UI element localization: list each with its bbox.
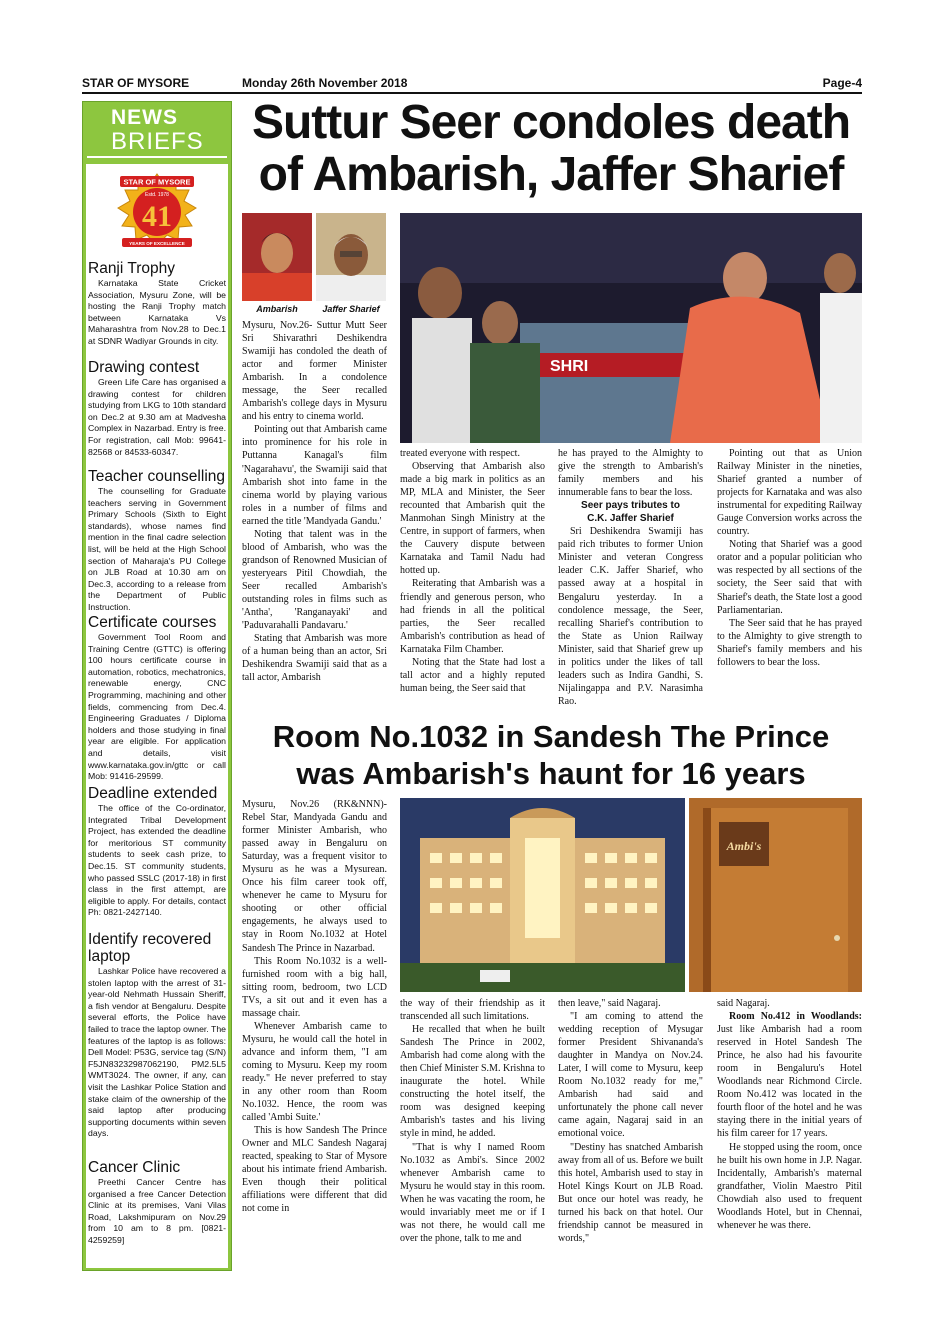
brief-title: Certificate courses xyxy=(88,614,217,631)
page-number: Page-4 xyxy=(822,76,862,90)
story2-paragraph: He stopped using the room, once he built his own home in J.P. Nagar. Incidentally, Ambarish's maternal grandfather, Violin Maestro Pitil Chowdiah also used to frequent Woodlands Hotel, but in Chennai, whenever he was there. xyxy=(717,1141,862,1231)
logo-top-text: STAR OF MYSORE xyxy=(123,177,191,187)
story2-paragraph: He recalled that when he built Sandesh The Prince in 2002, Ambarish had come along with the then Chief Minister S.M. Krishna to inaugurate the hotel. While constructing the hotel itself, the room was designed keeping Ambarish's tastes and his living style in mind, he added. xyxy=(400,1024,545,1140)
logo-estd-text: Estd. 1978 xyxy=(145,192,169,198)
story1-column4 xyxy=(717,447,862,669)
story2-headline-line1: Room No.1032 in Sandesh The Prince xyxy=(272,719,830,754)
caption-jaffer-sharief: Jaffer Sharief xyxy=(322,304,380,314)
story2-column3 xyxy=(558,997,703,1245)
story1-paragraph: Pointing out that as Union Railway Minister in the nineties, Sharief granted a number of projects for Karnataka and was also instrumental for expediting Railway Gauge Conversion works across the country. xyxy=(717,448,862,538)
story1-paragraph: treated everyone with respect. xyxy=(400,448,520,459)
door-sign-text: Ambi's xyxy=(726,839,762,853)
story2-paragraph: "Destiny has snatched Ambarish away from all of us. Before we built this hotel, Ambarish used to stay in Hotel Kings Kourt on JLB Road. But once our hotel was ready, he turned his back on that hotel. Our friendship cannot be measured in words," xyxy=(558,1141,703,1244)
story2-paragraph: said Nagaraj. xyxy=(717,998,770,1009)
story1-paragraph: Mysuru, Nov.26- Suttur Mutt Seer Sri Shivarathri Deshikendra Swamiji has condoled the death of actor and former Minister Ambarish. In a condolence message, the Seer recalled Ambarish's college days in Mysuru and his entry to cinema world. xyxy=(242,320,387,423)
brief-cancer-clinic xyxy=(88,1159,226,1247)
issue-date: Monday 26th November 2018 xyxy=(242,76,408,90)
story1-headline-line1: Suttur Seer condoles death xyxy=(251,96,851,149)
brief-title: Drawing contest xyxy=(88,359,200,376)
story2-column1 xyxy=(242,798,387,1216)
story2-paragraph: This Room No.1032 is a well-furnished room with a big hall, sitting room, bedroom, two LCD TVs, a sit out and it even has a massage chair. xyxy=(242,955,387,1019)
jaffer-sharief-subhead-line2: C.K. Jaffer Sharief xyxy=(587,513,674,525)
brief-body: Preethi Cancer Centre has organised a free Cancer Detection Clinic at its premises, Vani Vilas Road, Lakshmipuram on Nov.29 from 10 am to 8 pm. [0821-4259259] xyxy=(88,1177,226,1245)
story2-column4 xyxy=(717,997,862,1232)
brief-body: Karnataka State Cricket Association, Mysuru Zone, will be hosting the Ranji Trophy match between Karnataka Vs Maharashtra from Nov.28 to Dec.1 at SDNR Wadiyar Grounds in city. xyxy=(88,278,226,346)
masthead xyxy=(82,74,862,94)
story1-paragraph: he has prayed to the Almighty to give the strength to Ambarish's family members and his innumerable fans to bear the loss. xyxy=(558,448,703,499)
brief-teacher-counselling xyxy=(88,468,226,614)
news-heading-word: NEWS xyxy=(111,106,178,129)
brief-body: The counselling for Graduate teachers serving in Government Primary Schools (Sixth to Eight standards), whose names find mention in the final cadre selection list, will be held at the High School section of Maharaja's PU College on JLB Road at 10.30 am on Dec.3, according to a release from the Department of Public Instruction. xyxy=(88,486,226,612)
story2-paragraph: "That is why I named Room No.1032 as Ambi's. Since 2002 whenever Ambarish came to Mysuru he would stay in this room. When he was vacating the room, he would invariably meet me or if I was not there, he would call me over the phone, talk to me and xyxy=(400,1141,545,1244)
seer-tribute-photo xyxy=(400,213,862,443)
brief-identify-laptop xyxy=(88,931,226,1140)
caption-ambarish: Ambarish xyxy=(256,304,298,314)
story1-paragraph: Noting that the State had lost a tall actor and a highly reputed human being, the Seer said that xyxy=(400,656,545,694)
story1-paragraph: Reiterating that Ambarish was a friendly and generous person, who had friends in all the political parties, the Seer recalled Ambarish's contribution as head of Karnataka Film Chamber. xyxy=(400,578,545,655)
story1-paragraph: Observing that Ambarish also made a big mark in politics as an MP, MLA and Minister, the Seer recounted that Ambarish quit the Manmohan Singh Ministry at the Centre, in support of farmers, when the Cauvery dispute between Karnataka and Tamil Nadu had hotted up. xyxy=(400,461,545,577)
story1-column1 xyxy=(242,319,387,684)
story2-paragraph: the way of their friendship as it transcended all such limitations. xyxy=(400,998,545,1023)
hotel-sandesh-photo xyxy=(400,798,685,992)
story1-headline-line2: of Ambarish, Jaffer Sharief xyxy=(258,148,844,201)
story2-paragraph: then leave," said Nagaraj. xyxy=(558,998,661,1009)
brief-title: Cancer Clinic xyxy=(88,1159,181,1176)
news-briefs-sidebar xyxy=(82,101,232,1271)
anniversary-logo xyxy=(112,170,202,252)
brief-title: Identify recovered laptop xyxy=(88,931,212,965)
logo-bottom-text: YEARS OF EXCELLENCE xyxy=(129,241,185,246)
brief-title: Teacher counselling xyxy=(88,468,226,485)
ambis-suite-door-photo xyxy=(689,798,862,992)
briefs-heading-word: BRIEFS xyxy=(111,128,204,155)
brief-title: Deadline extended xyxy=(88,785,218,802)
brief-body: Lashkar Police have recovered a stolen laptop with the arrest of 31-year-old Nehmath Hussain Sheriff, a fish vendor at Bengaluru. Despite several efforts, the Police have failed to trace the laptop owner. The features of the laptop is as follows: Dell Model: P53G, service tag (S/N) F5JN83232987062190, PM2.5L5 WMT3024. The owner, if any, can visit the Lashkar Police Station and stake claim of the ownership of the said laptop after producing supporting documents within seven days. xyxy=(88,966,226,1139)
story2-paragraph: "I am coming to attend the wedding reception of Mysugar former President Shivananda's daughter in Mandya on Nov.24. Later, I will come to Mysuru, keep Room No.1032 ready for me," Ambarish had said and unfortunately the phone call never came again, Nagaraj said in an emotional voice. xyxy=(558,1011,703,1140)
jaffer-sharief-subhead-line1: Seer pays tributes to xyxy=(581,500,680,512)
story2-paragraph: Just like Ambarish had a room reserved in Hotel Sandesh The Prince, he also had his favourite room in Bengaluru's Hotel Woodlands near Richmond Circle. Room No.412 was located in the fourth floor of the hotel and he was staying there in the initial years of his film career for 17 years. xyxy=(717,1024,862,1140)
brief-drawing-contest xyxy=(88,359,226,458)
logo-number: 41 xyxy=(142,200,172,233)
ambarish-photo xyxy=(242,213,312,301)
woodlands-subhead: Room No.412 in Woodlands: xyxy=(729,1011,862,1023)
story1-paragraph: The Seer said that he has prayed to the Almighty to give strength to Sharief's family members and his followers to bear the loss. xyxy=(717,617,862,668)
story1-paragraph: Sri Deshikendra Swamiji has paid rich tributes to former Union Minister and veteran Congress leader C.K. Jaffer Sharief, who passed away at a hospital in Bengaluru yesterday. In a condolence message, the Seer, recalling Sharief's contribution to the State as Union Railway Minister, said that Sharief grew up in politics under the likes of tall leaders such as Indira Gandhi, S. Nijalingappa and P.V. Narasimha Rao. xyxy=(558,526,703,707)
jaffer-sharief-photo xyxy=(316,213,386,301)
story1-column3 xyxy=(558,447,703,708)
story2-headline-line2: was Ambarish's haunt for 16 years xyxy=(296,756,806,791)
brief-body: Green Life Care has organised a drawing contest for children studying from LKG to 10th standard on Dec.2 at 9.30 am at Madvesha Complex in Nazarbad. Entry is free. For registration, call Mob: 99641-82568 or 84533-60347. xyxy=(88,377,226,457)
brief-certificate-courses xyxy=(88,614,226,783)
story2-headline xyxy=(240,718,862,792)
story1-column2 xyxy=(400,447,545,695)
brief-body: Government Tool Room and Training Centre (GTTC) is offering 100 hours certificate course in automation, robotics, mechatronics, renewable energy, CNC Programming, machining and other fields, commencing from Dec.4. Engineering Graduates / Diploma holders and those studying in final year are eligible. For application and details, visit www.karnataka.gov.in/gttc or call Mob: 91416-29599. xyxy=(88,632,226,782)
story1-headline xyxy=(240,97,862,201)
photo-banner-text: SHRI xyxy=(550,358,589,375)
news-briefs-heading xyxy=(87,106,227,158)
story2-column2 xyxy=(400,997,545,1245)
paper-name: STAR OF MYSORE xyxy=(82,76,190,90)
story2-paragraph: Whenever Ambarish came to Mysuru, he would call the hotel in advance and inform them, "I am coming to Mysuru. Keep my room ready." He never preferred to stay in any other room than Room No.1032. Hence, the room was called 'Ambi Suite.' xyxy=(242,1020,387,1124)
story2-paragraph: This is how Sandesh The Prince Owner and MLC Sandesh Nagaraj reacted, speaking to Star of Mysore about his intimate friend Ambarish. Even though their political affiliations were different that did not come in xyxy=(242,1125,387,1215)
briefs-panel xyxy=(86,164,228,1268)
brief-body: The office of the Co-ordinator, Integrated Tribal Development Project, has extended the deadline for meritorious ST community students to seek cash prize, to Dec.15. ST community students, who passed SSLC (2017-18) in first class in the first attempt, are eligible to apply. For details, contact Ph: 0821-2427140. xyxy=(88,803,226,918)
story1-paragraph: Noting that Sharief was a good orator and a popular politician who was respected by all sections of the society, the Seer said that with Sharief's death, the State lost a good Parliamentarian. xyxy=(717,539,862,616)
brief-ranji-trophy xyxy=(88,260,226,348)
story1-paragraph: Stating that Ambarish was more of a human being than an actor, Sri Deshikendra Swamiji said that as a tall actor, Ambarish xyxy=(242,633,387,684)
brief-title: Ranji Trophy xyxy=(88,260,176,277)
brief-deadline-extended xyxy=(88,785,226,919)
story2-paragraph: Mysuru, Nov.26 (RK&NNN)- Rebel Star, Mandyada Gandu and former Minister Ambarish, who passed away in Bengaluru on Saturday, was a frequent visitor to Mysuru as he was a Mysurean. Once his film career took off, whenever he came to Mysuru for shooting or other official engagements, he always used to stay in Room No.1032 at Hotel Sandesh The Prince in Nazarbad. xyxy=(242,799,387,954)
story1-paragraph: Noting that talent was in the blood of Ambarish, who was the grandson of Renowned Musician of yesteryears Pitil Chowdiah, the Seer recalled Ambarish's outstanding roles in films such as 'Antha', 'Ranganayaki' and 'Paduvarahalli Pandavaru.' xyxy=(242,528,387,632)
story1-paragraph: Pointing out that Ambarish came into prominence for his role in Puttanna Kanagal's film 'Nagarahavu', the Swamiji said that Ambarish shot into fame in the cinema world by playing various roles in a number of films and earned the title 'Mandyada Gandu.' xyxy=(242,424,387,527)
